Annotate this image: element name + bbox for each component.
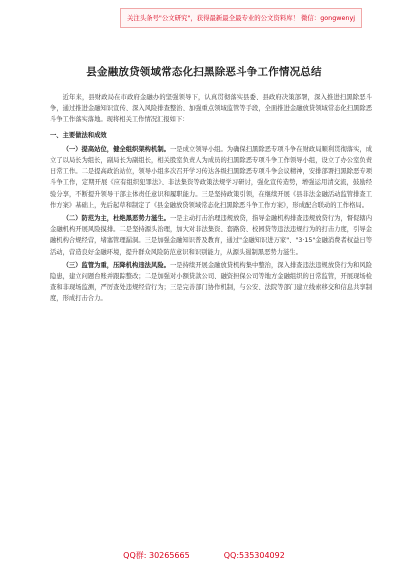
document-title: 县金融放贷领域常态化扫黑除恶斗争工作情况总结 <box>86 66 322 78</box>
subsection-title-3: （三）监管为重，压降机构违法风险。 <box>62 261 170 269</box>
subsection-paragraph-3 <box>50 260 372 305</box>
footer-qq-group: QQ群: 30265665 <box>123 551 190 560</box>
subsection-title-1: （一）提高站位，健全组织架构机制。 <box>62 145 170 153</box>
top-promo-banner: 关注头条号"公文研究"，获得最新最全最专业的公文资料库！ 微信：gongwenyj <box>120 8 362 28</box>
footer-contact <box>0 548 408 564</box>
subsection-text-1: 一是成立领导小组。为确保扫黑除恶专项斗争在财政局顺利贯彻落实，成立了以局长为组长，副局长为副组长，相关股室负责人为成员的扫黑除恶专项斗争工作领导小组，设立了办公室负责日常工作。二是提高政治站位，领导小组多次召开学习传达各级扫黑除恶专项斗争会议精神，安排部署扫黑除恶专项斗争工作，定期开展《应有组织犯罪法》、非法集资等政策法规学习研讨，强化宣传造势，增强运用清交流，鼓励经验分享，不断提升领导干部主体责任意识和履职能力。三是坚持政策引领，在继续开展《县非法金融活动监管排查工作方案》基础上，先后起草和制定了《县金融放贷领域常态化扫黑除恶斗争工作方案》，形成配合联动的工作格局。 <box>50 145 372 209</box>
subsection-paragraph-2 <box>50 213 372 258</box>
document-body <box>50 92 372 534</box>
footer-qq: QQ:535304092 <box>223 551 285 560</box>
subsection-text-2: 一是主动打击治理违规放贷，指导金融机构排查违规放贷行为，督促辖内金融机构开展风险摸排。二是坚持源头治理，加大对非法集资、套路贷、校园贷等违法违规行为的打击力度，引导金融机构合规经营，堵塞管理漏洞。三是加强金融知识普及教育，通过"金融知识进万家"、"3·15"金融消费者权益日等活动，营造良好金融环境，提升群众风险防范意识和识别能力，从源头遏制黑恶势力滋生。 <box>50 215 372 256</box>
subsection-title-2: （二）防范为主，杜绝黑恶势力滋生。 <box>62 215 170 223</box>
subsection-text-3: 一是持续开展金融放贷机构集中整治，深入排查违法违规放贷行为和风险隐患，建立问题台账并跟踪整改；二是加强对小额贷款公司、融资担保公司等地方金融组织的日常监管，开展现场检查和非现场监测，严厉查处违规经营行为；三是完善部门协作机制，与公安、法院等部门建立线索移交和信息共享制度，形成打击合力。 <box>50 261 372 303</box>
section-heading-1: 一、主要做法和成效 <box>50 131 107 139</box>
subsection-paragraph-1 <box>50 144 372 211</box>
intro-paragraph: 近年来，县财政局在市政府金融办的坚强领导下，认真贯彻落实县委、县政府决策部署，深入推进扫黑除恶斗争，通过推进金融知识宣传、深入风险排查整治、加强重点领域监管等手段，全面推进金融放贷领域常态化扫黑除恶斗争工作落实落地。现将相关工作情况汇报如下： <box>50 94 372 124</box>
